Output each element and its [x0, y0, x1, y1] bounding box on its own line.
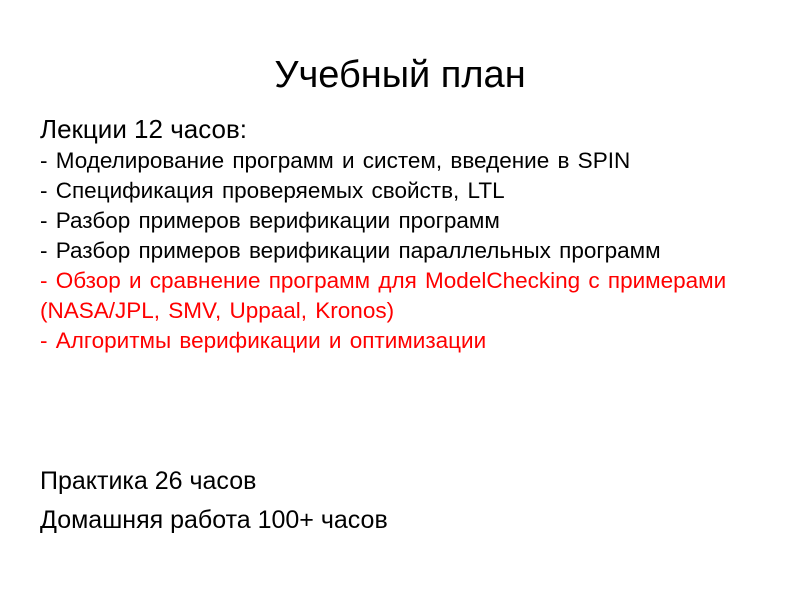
lectures-heading: Лекции 12 часов: — [40, 114, 247, 144]
lecture-topic: - Моделирование программ и систем, введение в SPIN — [40, 148, 631, 173]
lecture-topic: - Разбор примеров верификации параллельных программ — [40, 238, 661, 263]
homework-hours: Домашняя работа 100+ часов — [40, 506, 388, 534]
lecture-topics-list — [40, 146, 750, 356]
slide-title: Учебный план — [274, 54, 526, 96]
lecture-topic-highlighted: - Алгоритмы верификации и оптимизации — [40, 328, 487, 353]
lecture-topic-highlighted: - Обзор и сравнение программ для ModelChecking с примерами (NASA/JPL, SMV, Uppaal, Kronos) — [40, 268, 727, 323]
lecture-topic: - Разбор примеров верификации программ — [40, 208, 500, 233]
lecture-topic: - Спецификация проверяемых свойств, LTL — [40, 178, 505, 203]
practice-hours: Практика 26 часов — [40, 467, 257, 495]
